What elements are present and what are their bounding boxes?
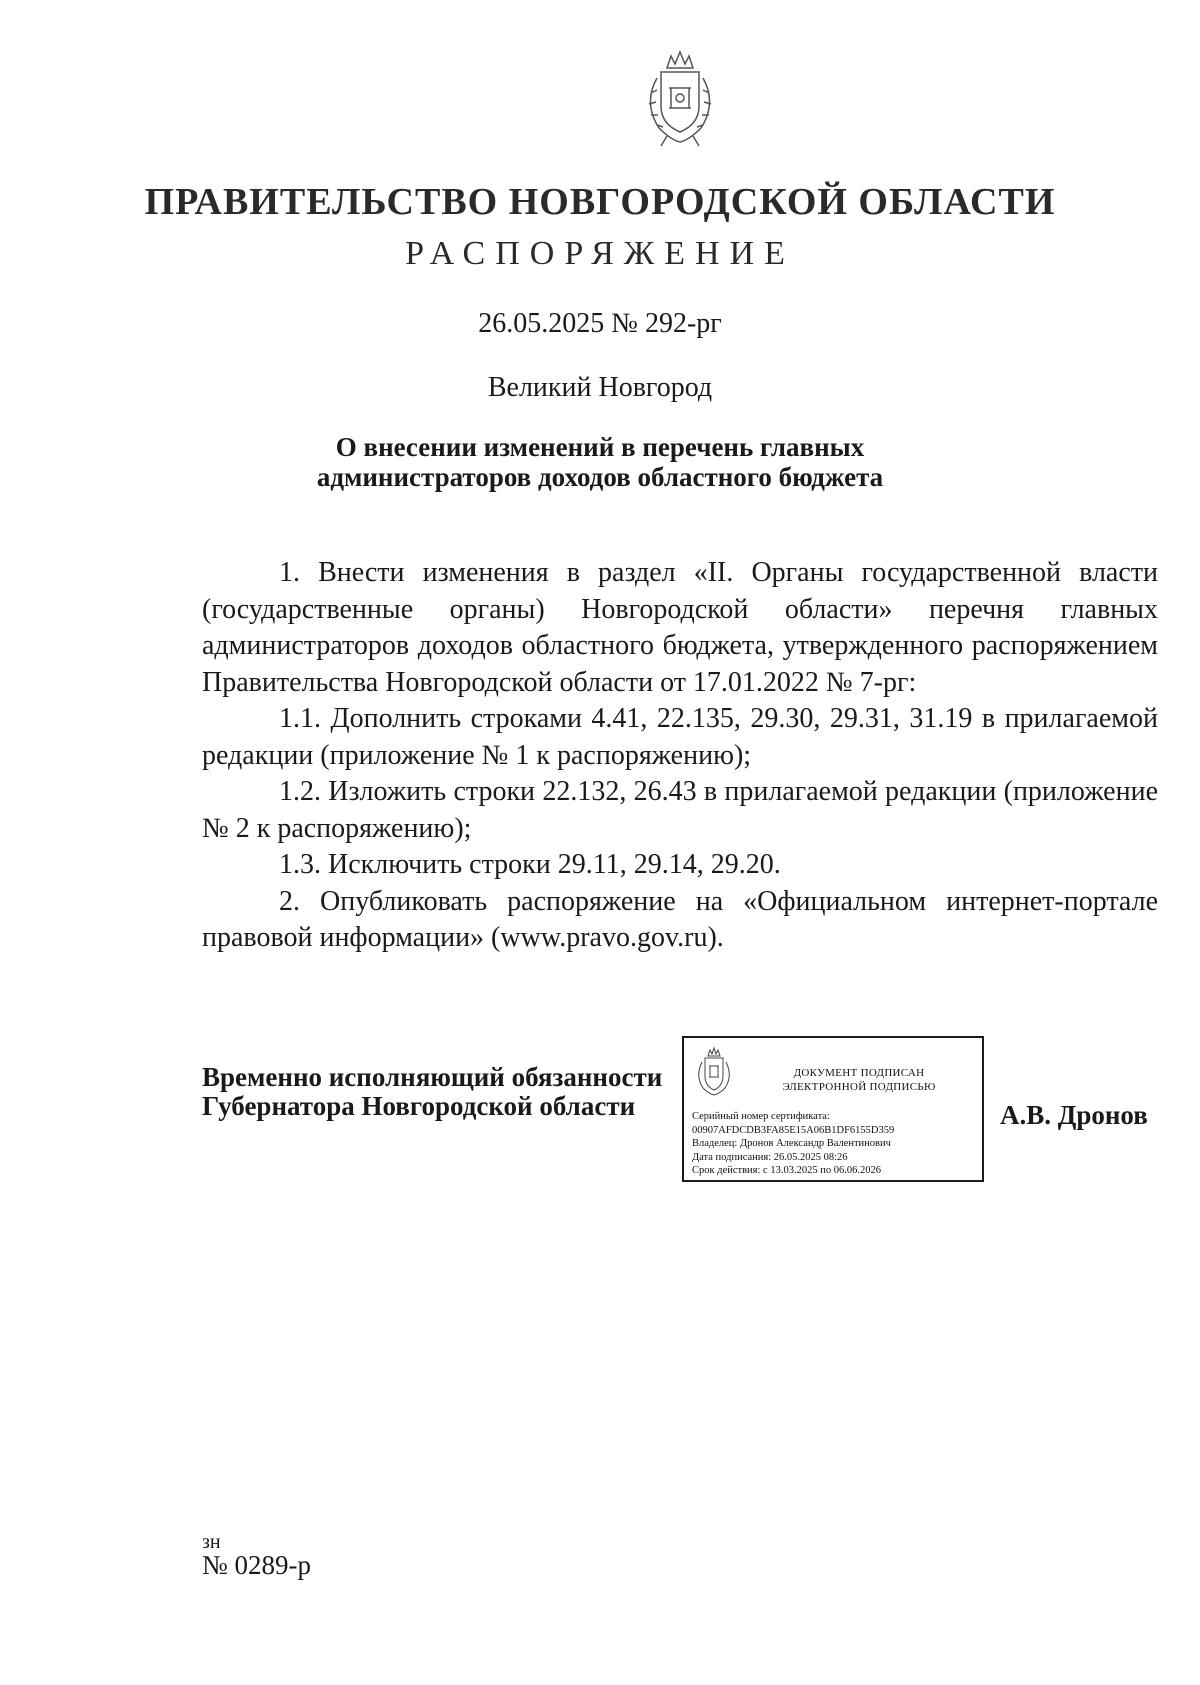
body-paragraph: 1. Внести изменения в раздел «II. Органы государственной власти (государственные органы) Новгородской области» перечня главных администраторов доходов областного бюджета, утвержденного распоряжением Правительства Новгородской области от 17.01.2022 № 7-рг: — [202, 557, 1158, 698]
document-subject — [0, 432, 1200, 492]
stamp-signed-date: Дата подписания: 26.05.2025 08:26 — [692, 1151, 848, 1163]
body-paragraph: 1.1. Дополнить строками 4.41, 22.135, 29.30, 29.31, 31.19 в прилагаемой редакции (приложение № 1 к распоряжению); — [202, 703, 1158, 771]
organization-title: ПРАВИТЕЛЬСТВО НОВГОРОДСКОЙ ОБЛАСТИ — [144, 181, 1056, 223]
stamp-heading-line-2: ЭЛЕКТРОННОЙ ПОДПИСЬЮ — [782, 1081, 936, 1093]
body-paragraph: 1.2. Изложить строки 22.132, 26.43 в прилагаемой редакции (приложение № 2 к распоряжению); — [202, 776, 1158, 844]
stamp-validity: Срок действия: с 13.03.2025 по 06.06.2026 — [692, 1165, 881, 1176]
stamp-heading-line-1: ДОКУМЕНТ ПОДПИСАН — [793, 1067, 925, 1079]
footer-number: № 0289-р — [202, 1550, 312, 1580]
document-footer — [202, 1532, 311, 1579]
footer-code: зн — [202, 1531, 221, 1553]
body-paragraph: 1.3. Исключить строки 29.11, 29.14, 29.20. — [279, 849, 781, 880]
coat-of-arms-icon — [637, 48, 723, 148]
subject-line-1: О внесении изменений в перечень главных — [335, 432, 865, 462]
stamp-serial-value: 00907AFDCDB3FA85E15A06B1DF6155D359 — [692, 1124, 895, 1136]
stamp-heading — [744, 1066, 974, 1094]
body-paragraph: 2. Опубликовать распоряжение на «Официальном интернет-портале правовой информации» (www.pravo.gov.ru). — [202, 885, 1158, 953]
signer-title-line-2: Губернатора Новгородской области — [202, 1091, 636, 1121]
electronic-signature-stamp — [682, 1036, 984, 1182]
signer-title — [202, 1063, 662, 1121]
signer-title-line-1: Временно исполняющий обязанности — [202, 1062, 663, 1092]
stamp-details — [692, 1110, 982, 1178]
stamp-coat-of-arms-icon — [692, 1046, 736, 1098]
document-date-number: 26.05.2025 № 292-рг — [478, 308, 722, 339]
stamp-serial-label: Серийный номер сертификата: — [692, 1111, 830, 1122]
subject-line-2: администраторов доходов областного бюджета — [316, 462, 884, 492]
stamp-owner: Владелец: Дронов Александр Валентинович — [692, 1138, 891, 1149]
signer-name: А.В. Дронов — [1000, 1100, 1148, 1130]
document-city: Великий Новгород — [487, 372, 713, 403]
document-type: РАСПОРЯЖЕНИЕ — [405, 235, 795, 272]
document-body — [202, 555, 1158, 957]
